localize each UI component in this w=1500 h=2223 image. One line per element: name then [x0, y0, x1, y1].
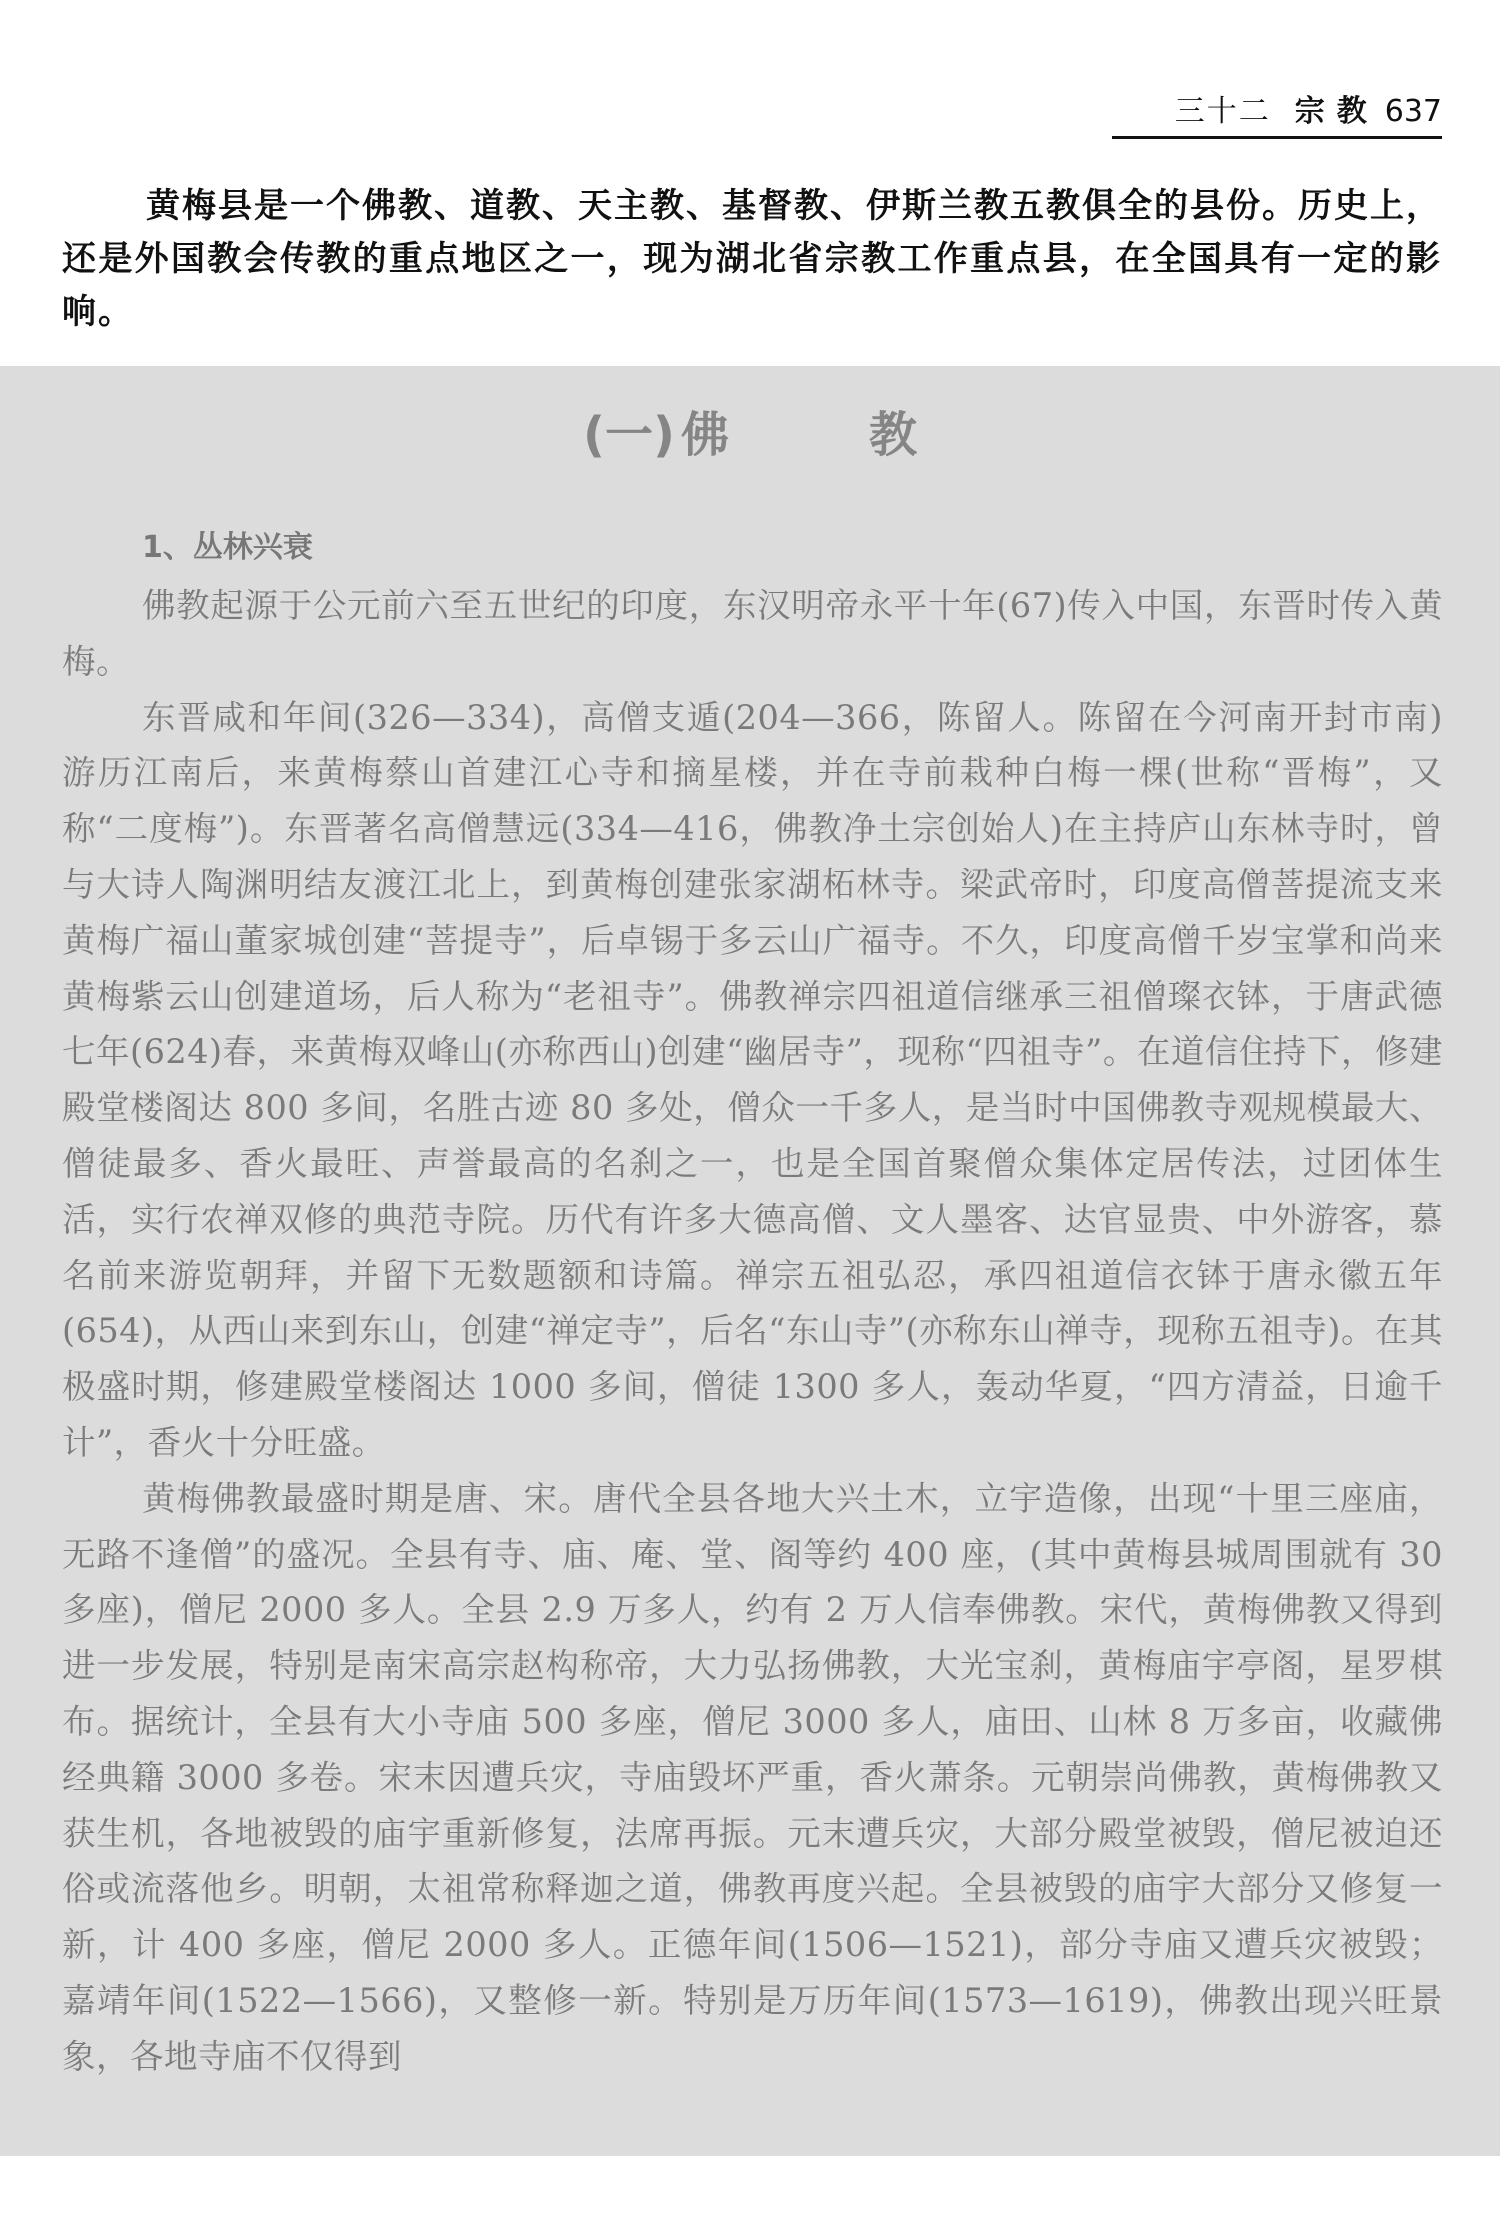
body-paragraph: 黄梅佛教最盛时期是唐、宋。唐代全县各地大兴土木，立宇造像，出现“十里三座庙，无路不逢僧”的盛况。全县有寺、庙、庵、堂、阁等约 400 座，(其中黄梅县城周围就有 30 多座)，僧尼 2000 多人。全县 2.9 万多人，约有 2 万人信奉佛教。宋代，黄梅佛教又得到进一步发展，特别是南宋高宗赵构称帝，大力弘扬佛教，大光宝刹，黄梅庙宇亭阁，星罗棋布。据统计，全县有大小寺庙 500 多座，僧尼 3000 多人，庙田、山林 8 万多亩，收藏佛经典籍 3000 多卷。宋末因遭兵灾，寺庙毁坏严重，香火萧条。元朝崇尚佛教，黄梅佛教又获生机，各地被毁的庙宇重新修复，法席再振。元末遭兵灾，大部分殿堂被毁，僧尼被迫还俗或流落他乡。明朝，太祖常称释迦之道，佛教再度兴起。全县被毁的庙宇大部分又修复一新，计 400 多座，僧尼 2000 多人。正德年间(1506—1521)，部分寺庙又遭兵灾被毁；嘉靖年间(1522—1566)，又整修一新。特别是万历年间(1573—1619)，佛教出现兴旺景象，各地寺庙不仅得到: [62, 1478, 1443, 2076]
section-title: [0, 400, 1500, 470]
intro-paragraph: 黄梅县是一个佛教、道教、天主教、基督教、伊斯兰教五教俱全的县份。历史上，还是外国教会传教的重点地区之一，现为湖北省宗教工作重点县，在全国具有一定的影响。: [62, 186, 1442, 332]
section-number: (一): [583, 407, 675, 463]
body-paragraph: 佛教起源于公元前六至五世纪的印度，东汉明帝永平十年(67)传入中国，东晋时传入黄梅。: [62, 586, 1443, 681]
section-body: [62, 578, 1443, 2085]
running-head: [1112, 94, 1442, 139]
running-head-section: 三十二: [1174, 94, 1271, 129]
subsection-heading: 1、丛林兴衰: [142, 530, 313, 565]
page-number: 637: [1384, 94, 1442, 129]
body-paragraph: 东晋咸和年间(326—334)，高僧支遁(204—366，陈留人。陈留在今河南开封市南)游历江南后，来黄梅蔡山首建江心寺和摘星楼，并在寺前栽种白梅一棵(世称“晋梅”，又称“二度梅”)。东晋著名高僧慧远(334—416，佛教净土宗创始人)在主持庐山东林寺时，曾与大诗人陶渊明结友渡江北上，到黄梅创建张家湖柘林寺。梁武帝时，印度高僧菩提流支来黄梅广福山董家城创建“菩提寺”，后卓锡于多云山广福寺。不久，印度高僧千岁宝掌和尚来黄梅紫云山创建道场，后人称为“老祖寺”。佛教禅宗四祖道信继承三祖僧璨衣钵，于唐武德七年(624)春，来黄梅双峰山(亦称西山)创建“幽居寺”，现称“四祖寺”。在道信住持下，修建殿堂楼阁达 800 多间，名胜古迹 80 多处，僧众一千多人，是当时中国佛教寺观规模最大、僧徒最多、香火最旺、声誉最高的名刹之一，也是全国首聚僧众集体定居传法，过团体生活，实行农禅双修的典范寺院。历代有许多大德高僧、文人墨客、达官显贵、中外游客，慕名前来游览朝拜，并留下无数题额和诗篇。禅宗五祖弘忍，承四祖道信衣钵于唐永徽五年(654)，从西山来到东山，创建“禅定寺”，后名“东山寺”(亦称东山禅寺，现称五祖寺)。在其极盛时期，修建殿堂楼阁达 1000 多间，僧徒 1300 多人，轰动华夏，“四方清益，日逾千计”，香火十分旺盛。: [62, 697, 1443, 1462]
running-head-subject: 宗教: [1294, 94, 1379, 129]
section-title-text: 佛教: [680, 407, 1057, 463]
